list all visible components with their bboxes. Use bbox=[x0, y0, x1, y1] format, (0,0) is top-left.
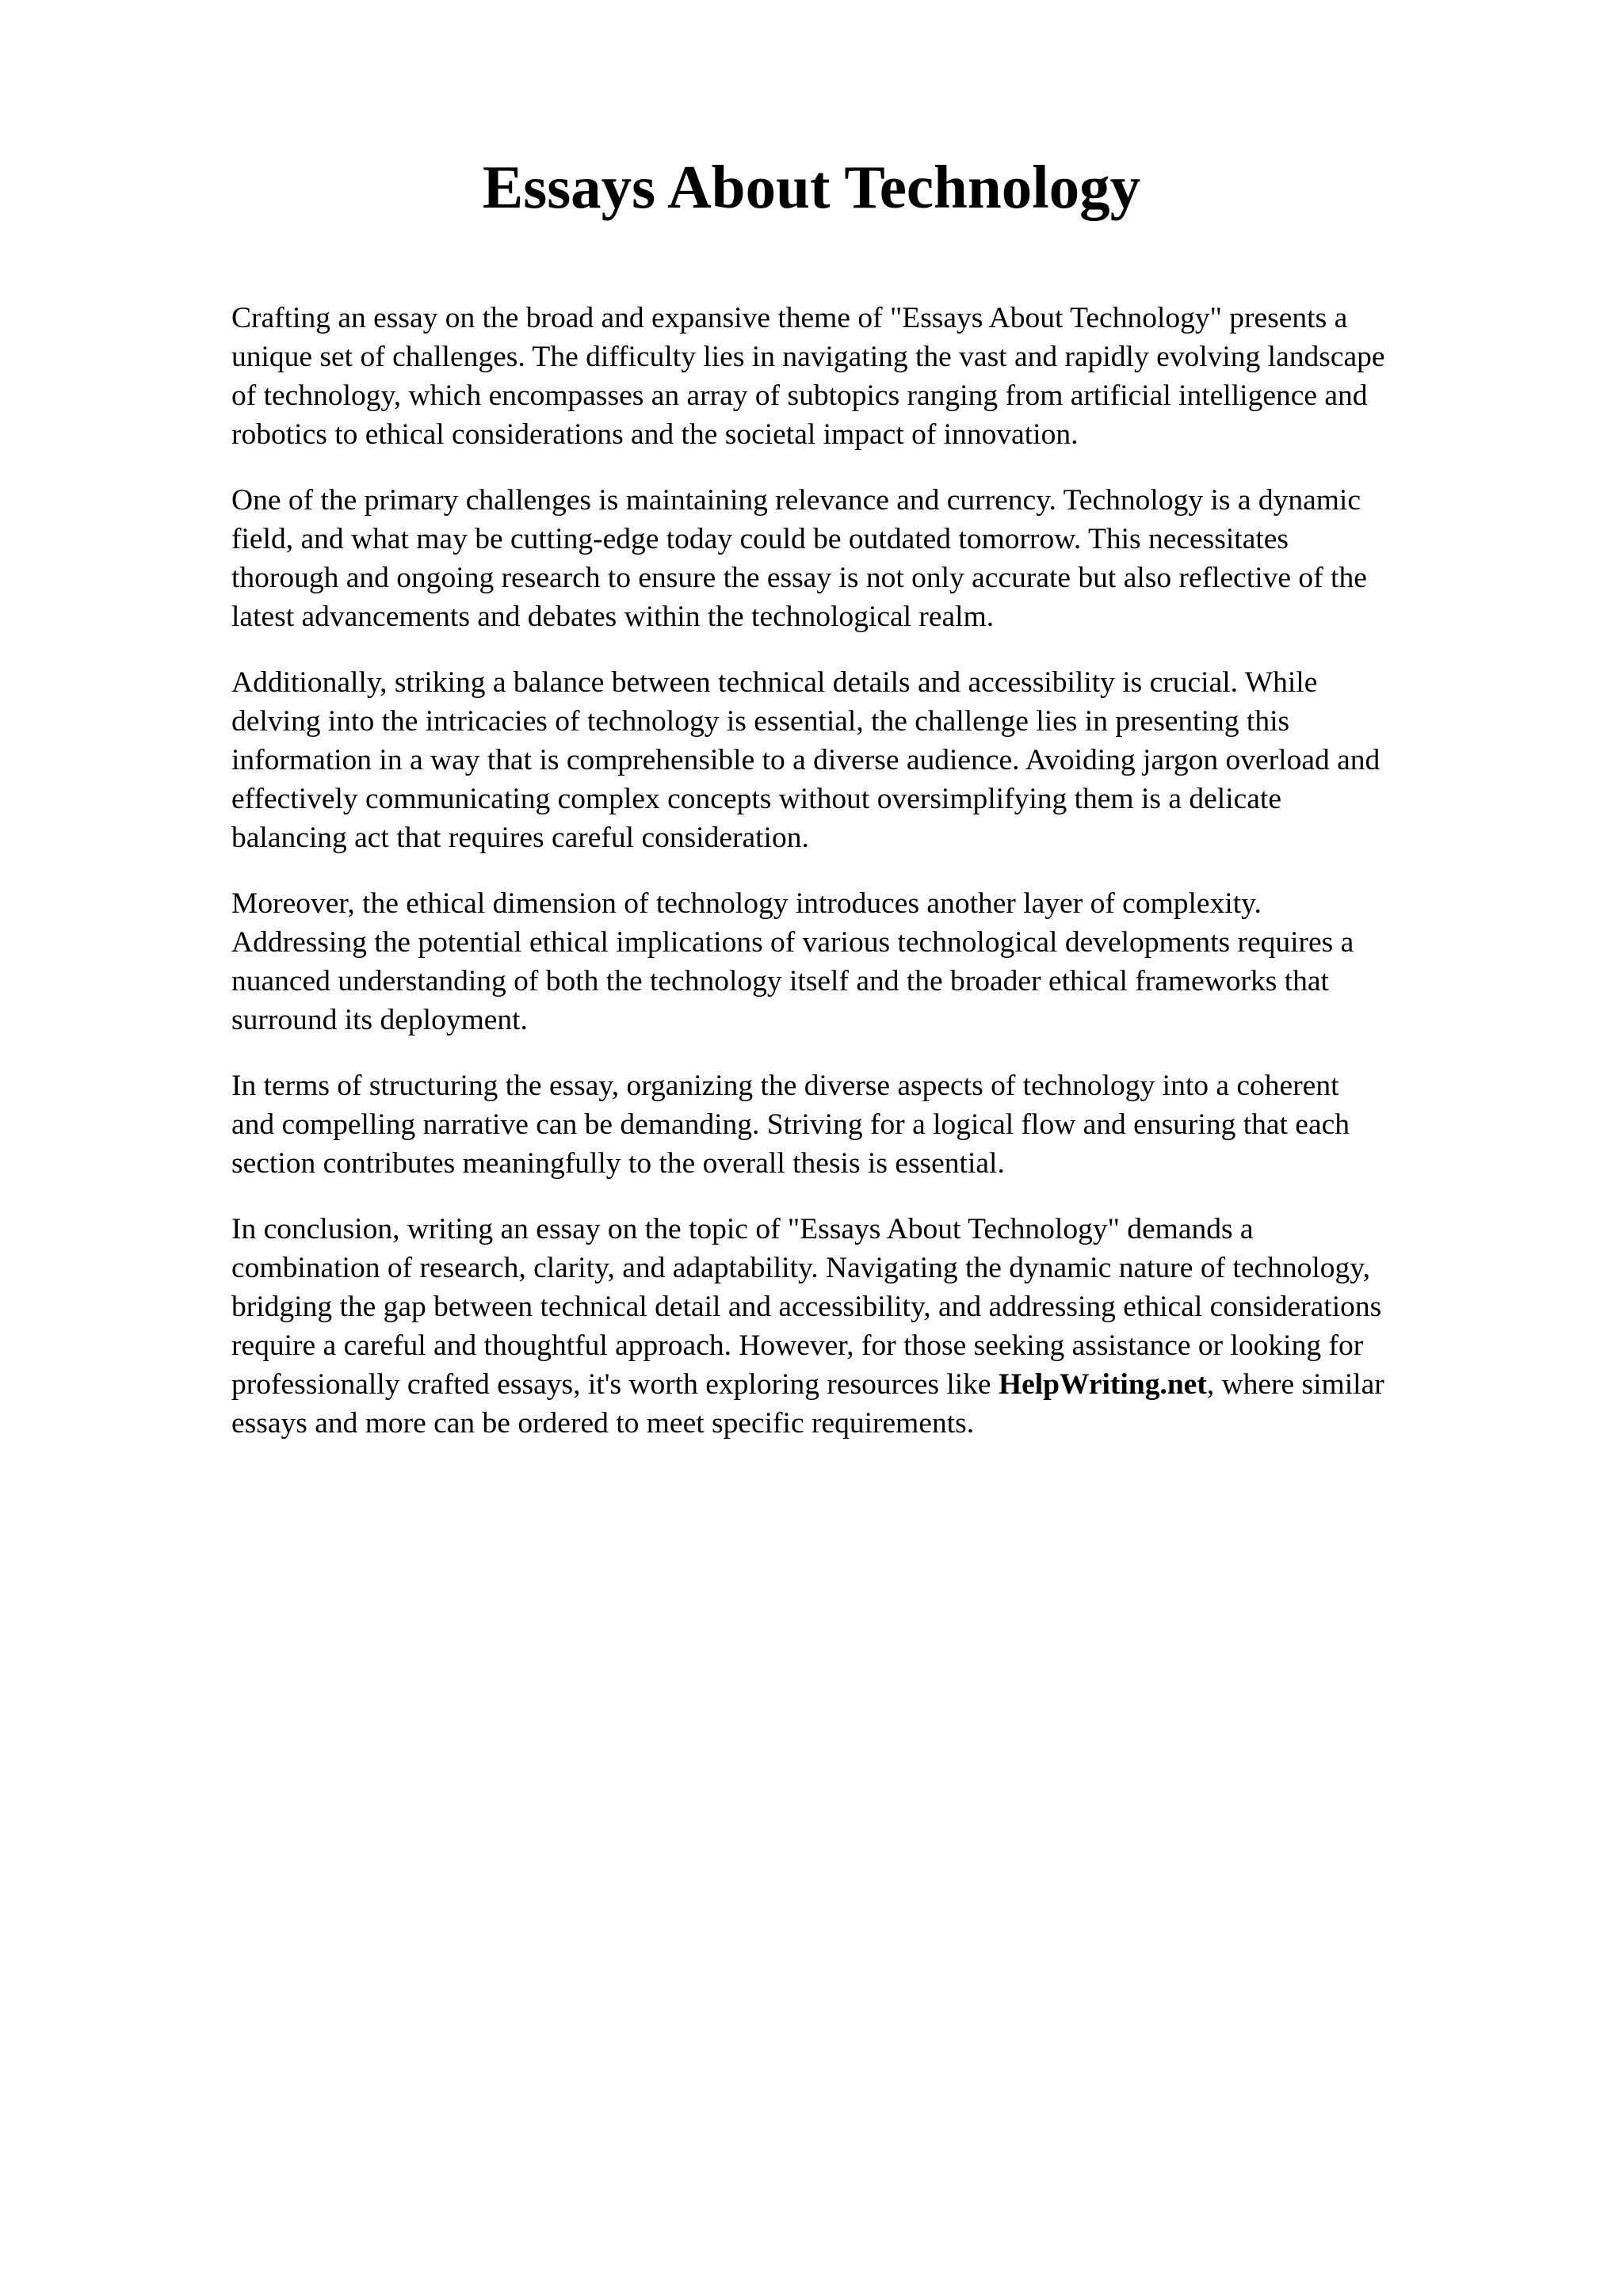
paragraph-conclusion bbox=[231, 1210, 1522, 1443]
document-body bbox=[231, 299, 1522, 1470]
helpwriting-link[interactable]: HelpWriting.net bbox=[998, 1368, 1207, 1401]
conclusion-text-after-link: , where similar essays and more can be ordered to meet specific requirements. bbox=[231, 1368, 1384, 1440]
paragraph-accessibility: Additionally, striking a balance between technical details and accessibility is crucial. While delving into the intricacies of technology is essential, the challenge lies in presenting this information in a way that is comprehensible to a diverse audience. Avoiding jargon overload and effectively communicating complex concepts without oversimplifying them is a delicate balancing act that requires careful consideration. bbox=[231, 666, 1381, 854]
paragraph-intro: Crafting an essay on the broad and expansive theme of "Essays About Technology" presents a unique set of challenges. The difficulty lies in navigating the vast and rapidly evolving landscape of technology, which encompasses an array of subtopics ranging from artificial intelligence and robotics to ethical considerations and the societal impact of innovation. bbox=[231, 302, 1385, 451]
document-title: Essays About Technology bbox=[482, 153, 1141, 221]
paragraph-relevance: One of the primary challenges is maintaining relevance and currency. Technology is a dynamic field, and what may be cutting-edge today could be outdated tomorrow. This necessitates thorough and ongoing research to ensure the essay is not only accurate but also reflective of the latest advancements and debates within the technological realm. bbox=[231, 484, 1367, 633]
conclusion-text-before-link: In conclusion, writing an essay on the topic of "Essays About Technology" demands a combination of research, clarity, and adaptability. Navigating the dynamic nature of technology, bridging the gap between technical detail and accessibility, and addressing ethical considerations require a careful and thoughtful approach. However, for those seeking assistance or looking for professionally crafted essays, it's worth exploring resources like bbox=[231, 1213, 1382, 1401]
paragraph-structure: In terms of structuring the essay, organizing the diverse aspects of technology into a coherent and compelling narrative can be demanding. Striving for a logical flow and ensuring that each section contributes meaningfully to the overall thesis is essential. bbox=[231, 1070, 1350, 1180]
paragraph-ethics: Moreover, the ethical dimension of technology introduces another layer of complexity. Addressing the potential ethical implications of various technological developments requires a nuanced understanding of both the technology itself and the broader ethical frameworks that surround its deployment. bbox=[231, 887, 1354, 1036]
